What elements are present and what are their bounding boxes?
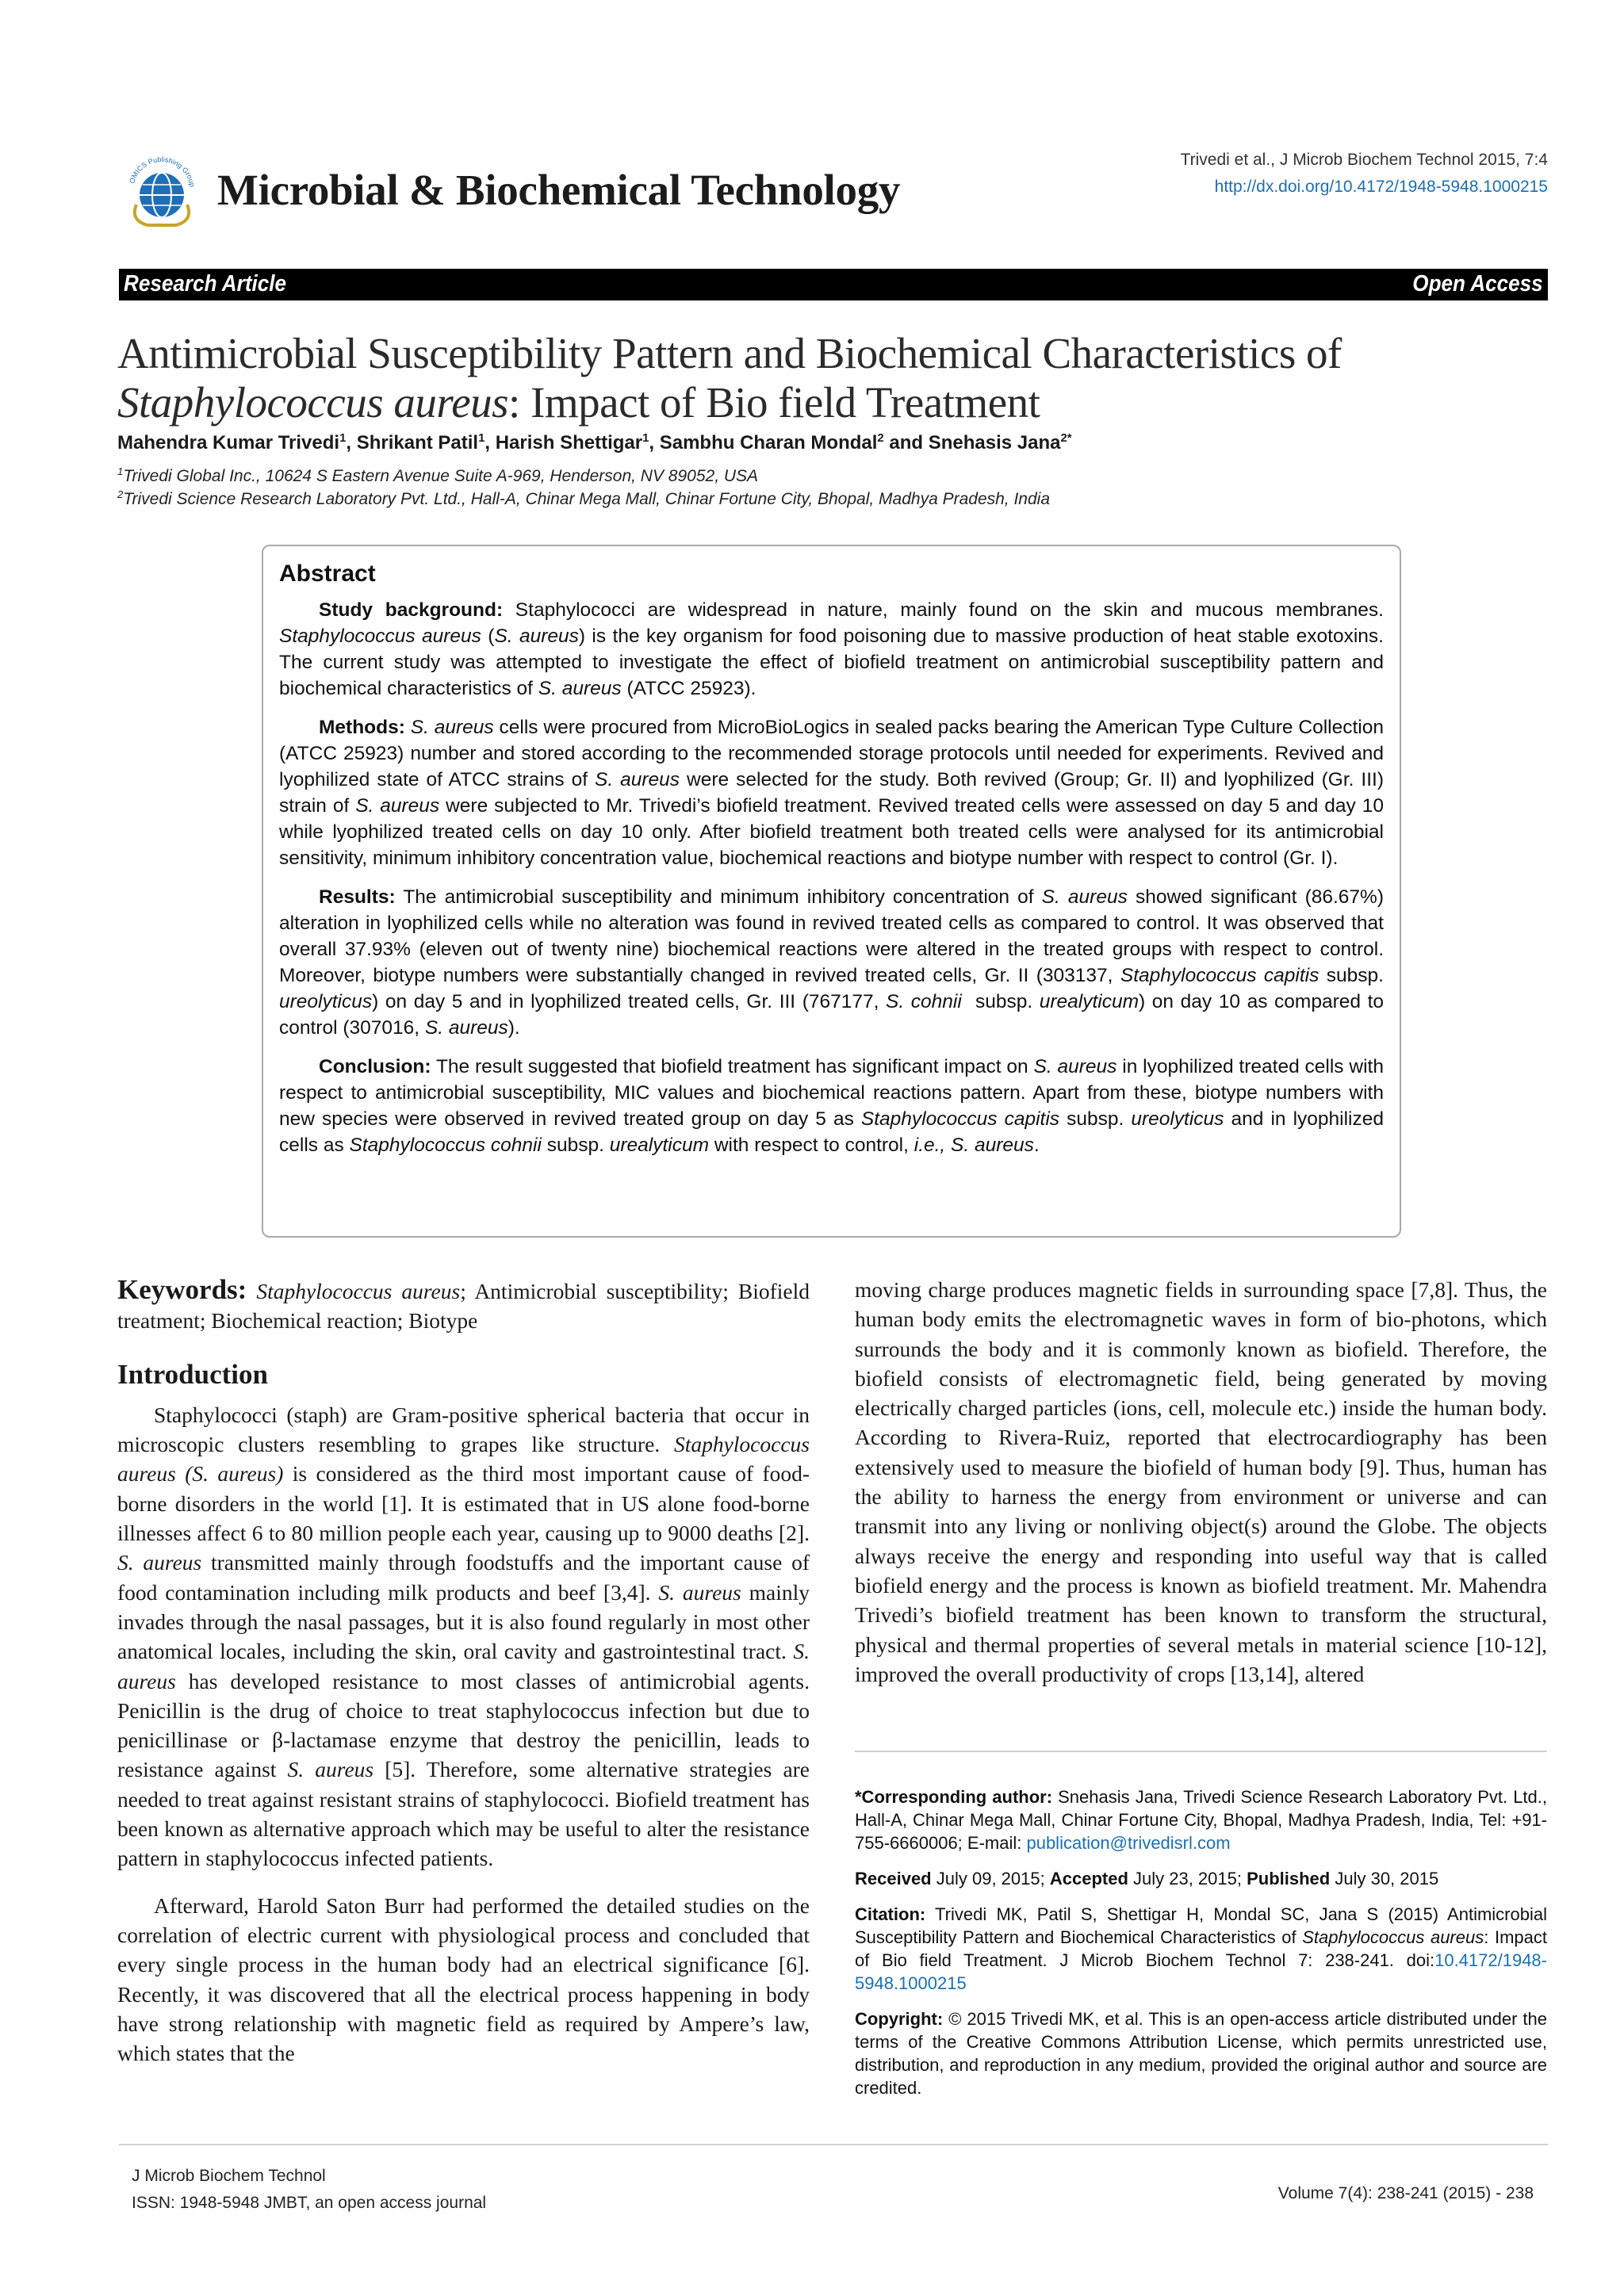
- article-title: [117, 329, 1561, 427]
- journal-logo-icon: [119, 149, 205, 235]
- received-date: July 09, 2015;: [931, 1869, 1050, 1888]
- citation-short: Trivedi et al., J Microb Biochem Technol 2015, 7:4: [1180, 151, 1548, 169]
- author-affiliation-mark: 2: [877, 432, 884, 445]
- body-column-left: [117, 1275, 810, 2068]
- keywords-paragraph: [117, 1275, 810, 1336]
- results-text: The antimicrobial susceptibility and minimum inhibitory concentration of S. aureus showed significant (86.67%) alteration in lyophilized cells while no alteration was found in revived treated cells as compared to control. It was observed that overall 37.93% (eleven out of twenty nine) biochemical reactions were altered in the treated groups with respect to control. Moreover, biotype numbers were substantially changed in revived treated cells, Gr. II (303137, Staphylococcus capitis subsp. ureolyticus) on day 5 and in lyophilized treated cells, Gr. III (767177, S. cohnii subsp. urealyticum) on day 10 as compared to control (307016, S. aureus).: [279, 886, 1385, 1039]
- methods-label: Methods:: [319, 717, 405, 738]
- published-label: Published: [1247, 1869, 1331, 1888]
- copyright-text: © 2015 Trivedi MK, et al. This is an open-access article distributed under the terms of the Creative Commons Attribution License, which permits unrestricted use, distribution, and reproduction in any medium, provided the original author and source are credited.: [855, 2009, 1547, 2098]
- dates-line: [855, 1867, 1547, 1890]
- author-name: Mahendra Kumar Trivedi: [117, 432, 340, 453]
- copyright-label: Copyright:: [855, 2009, 944, 2029]
- author-list: Mahendra Kumar Trivedi$^1$, Shrikant Patil$^1$, Harish Shettigar$^1$, Sambhu Charan Mondal$^2$ and Snehasis Jana$^{2*}$: [117, 432, 1072, 453]
- keywords-text: Staphylococcus aureus; Antimicrobial susceptibility; Biofield treatment; Biochemical reaction; Biotype: [117, 1279, 810, 1334]
- author-affiliation-mark: 1: [478, 432, 485, 445]
- title-line1: Antimicrobial Susceptibility Pattern and Biochemical Characteristics of: [117, 329, 1342, 377]
- footer-journal: J Microb Biochem Technol: [132, 2167, 326, 2185]
- keywords-label: Keywords:: [117, 1274, 247, 1305]
- right-paragraph-1: moving charge produces magnetic fields in surrounding space [7,8]. Thus, the human body emits the electromagnetic waves in form of bio-photons, which surrounds the body and it is commonly known as biofield. Therefore, the biofield consists of electromagnetic field, being generated by moving electrically charged particles (ions, cell, molecule etc.) inside the human body. According to Rivera-Ruiz, reported that electrocardiography has been extensively used to measure the biofield of human body [9]. Thus, human has the ability to harness the energy from environment or universe and can transmit into any living or nonliving object(s) around the Globe. The objects always receive the energy and responding into useful way that is called biofield energy and the process is known as biofield treatment. Mr. Mahendra Trivedi’s biofield treatment has been known to transform the structural, physical and thermal properties of several metals in material science [10-12], improved the overall productivity of crops [13,14], altered: [855, 1277, 1547, 1686]
- aff2-mark: 2: [117, 488, 124, 500]
- abstract-background: [279, 597, 1384, 702]
- introduction-heading: Introduction: [117, 1358, 268, 1390]
- author-name: Snehasis Jana: [928, 432, 1061, 453]
- open-access-label: Open Access: [1412, 271, 1543, 297]
- doi-link[interactable]: http://dx.doi.org/10.4172/1948-5948.1000215: [1214, 178, 1548, 196]
- copyright-block: [855, 2007, 1547, 2099]
- citation-doi-link[interactable]: 10.4172/1948-5948.1000215: [855, 1950, 1547, 1993]
- footer-divider: [119, 2144, 1548, 2145]
- results-label: Results:: [319, 886, 396, 908]
- corresponding-author: [855, 1785, 1547, 1854]
- aff1-mark: 1: [117, 465, 124, 477]
- title-rest: : Impact of Bio field Treatment: [508, 378, 1040, 427]
- journal-title: Microbial & Biochemical Technology: [217, 166, 901, 214]
- title-species: Staphylococcus aureus: [117, 378, 509, 427]
- intro-paragraph-1: Staphylococci (staph) are Gram-positive spherical bacteria that occur in microscopic clusters resembling to grapes like structure. Staphylococcus aureus (S. aureus) is considered as the third most important cause of food-borne disorders in the world [1]. It is estimated that in US alone food-borne illnesses affect 6 to 80 million people each year, causing up to 9000 deaths [2]. S. aureus transmitted mainly through foodstuffs and the important cause of food contamination including milk products and beef [3,4]. S. aureus mainly invades through the nasal passages, but it is also found regularly in most other anatomical locales, including the skin, oral cavity and gastrointestinal tract. S. aureus has developed resistance to most classes of antimicrobial agents. Penicillin is the drug of choice to treat staphylococcus infection but due to penicillinase or β-lactamase enzyme that destroy the penicillin, leads to resistance against S. aureus [5]. Therefore, some alternative strategies are needed to treat against resistant strains of staphylococci. Biofield treatment has been known as alternative approach which may be useful to alter the resistance pattern in staphylococcus infected patients.: [117, 1402, 810, 1871]
- citation-block: [855, 1903, 1547, 1995]
- abstract-box: [262, 545, 1401, 1238]
- corr-text: Snehasis Jana, Trivedi Science Research Laboratory Pvt. Ltd., Hall-A, Chinar Mega Mall, Chinar Fortune City, Bhopal, Madhya Pradesh, India, Tel: +91-755-6660006; E-mail:: [855, 1787, 1547, 1853]
- body-column-right: [855, 1275, 1547, 1689]
- abstract-conclusion: [279, 1054, 1384, 1158]
- background-text: Staphylococci are widespread in nature, mainly found on the skin and mucous membranes. Staphylococcus aureus (S. aureus) is the key organism for food poisoning due to massive production of heat stable exotoxins. The current study was attempted to investigate the effect of biofield treatment on antimicrobial susceptibility pattern and biochemical characteristics of S. aureus (ATCC 25923).: [279, 599, 1384, 699]
- published-date: July 30, 2015: [1330, 1869, 1439, 1888]
- affiliation-1: [117, 467, 758, 486]
- author-affiliation-mark: 1: [339, 432, 347, 445]
- background-label: Study background:: [319, 599, 504, 621]
- author-name: Shrikant Patil: [356, 432, 479, 453]
- accepted-label: Accepted: [1049, 1869, 1128, 1888]
- footer-volume: Volume 7(4): 238-241 (2015) - 238: [1277, 2184, 1534, 2202]
- email-link[interactable]: publication@trivedisrl.com: [1026, 1833, 1231, 1853]
- aff2-text: Trivedi Science Research Laboratory Pvt. Ltd., Hall-A, Chinar Mega Mall, Chinar Fortune City, Bhopal, Madhya Pradesh, India: [123, 490, 1051, 508]
- footer-issn: ISSN: 1948-5948 JMBT, an open access journal: [132, 2194, 487, 2212]
- logo-text: OMICS Publishing Group: [128, 155, 197, 188]
- aff1-text: Trivedi Global Inc., 10624 S Eastern Avenue Suite A-969, Henderson, NV 89052, USA: [123, 467, 759, 485]
- accepted-date: July 23, 2015;: [1128, 1869, 1247, 1888]
- citation-label: Citation:: [855, 1904, 926, 1924]
- conclusion-text: The result suggested that biofield treatment has significant impact on S. aureus in lyophilized treated cells with respect to antimicrobial susceptibility, MIC values and biochemical reactions pattern. Apart from these, biotype numbers with new species were observed in revived treated group on day 5 as Staphylococcus capitis subsp. ureolyticus and in lyophilized cells as Staphylococcus cohnii subsp. urealyticum with respect to control, i.e., S. aureus.: [279, 1056, 1384, 1156]
- corr-label: *Corresponding author:: [855, 1787, 1053, 1807]
- intro-paragraph-2: Afterward, Harold Saton Burr had performed the detailed studies on the correlation of electric current with physiological process and concluded that every single process in the human body had an electrical significance [6]. Recently, it was discovered that all the electrical process happening in body have strong relationship with magnetic field as required by Ampere’s law, which states that the: [117, 1892, 810, 2066]
- footnotes-block: [855, 1785, 1547, 2112]
- abstract-heading: Abstract: [279, 561, 376, 587]
- author-name: Sambhu Charan Mondal: [659, 432, 878, 453]
- citation-text: Trivedi MK, Patil S, Shettigar H, Mondal SC, Jana S (2015) Antimicrobial Susceptibility Pattern and Biochemical Characteristics of Staphylococcus aureus: Impact of Bio field Treatment. J Microb Biochem Technol 7: 238-241. doi:: [855, 1904, 1547, 1970]
- author-affiliation-mark: 1: [642, 432, 649, 445]
- conclusion-label: Conclusion:: [319, 1056, 431, 1077]
- article-type-label: Research Article: [124, 271, 287, 297]
- article-type-bar: [119, 269, 1548, 300]
- methods-text: S. aureus cells were procured from MicroBioLogics in sealed packs bearing the American Type Culture Collection (ATCC 25923) number and stored according to the recommended storage protocols until needed for experiments. Revived and lyophilized state of ATCC strains of S. aureus were selected for the study. Both revived (Group; Gr. II) and lyophilized (Gr. III) strain of S. aureus were subjected to Mr. Trivedi’s biofield treatment. Revived treated cells were assessed on day 5 and day 10 while lyophilized treated cells on day 10 only. After biofield treatment both treated cells were analysed for its antimicrobial sensitivity, minimum inhibitory concentration value, biochemical reactions and biotype number with respect to control (Gr. I).: [279, 717, 1385, 869]
- author-name: Harish Shettigar: [495, 432, 643, 453]
- abstract-methods: [279, 714, 1384, 871]
- abstract-results: [279, 884, 1384, 1041]
- footnote-divider: [855, 1751, 1547, 1752]
- received-label: Received: [855, 1869, 932, 1888]
- author-affiliation-mark: 2*: [1060, 432, 1072, 445]
- affiliation-2: [117, 490, 1050, 509]
